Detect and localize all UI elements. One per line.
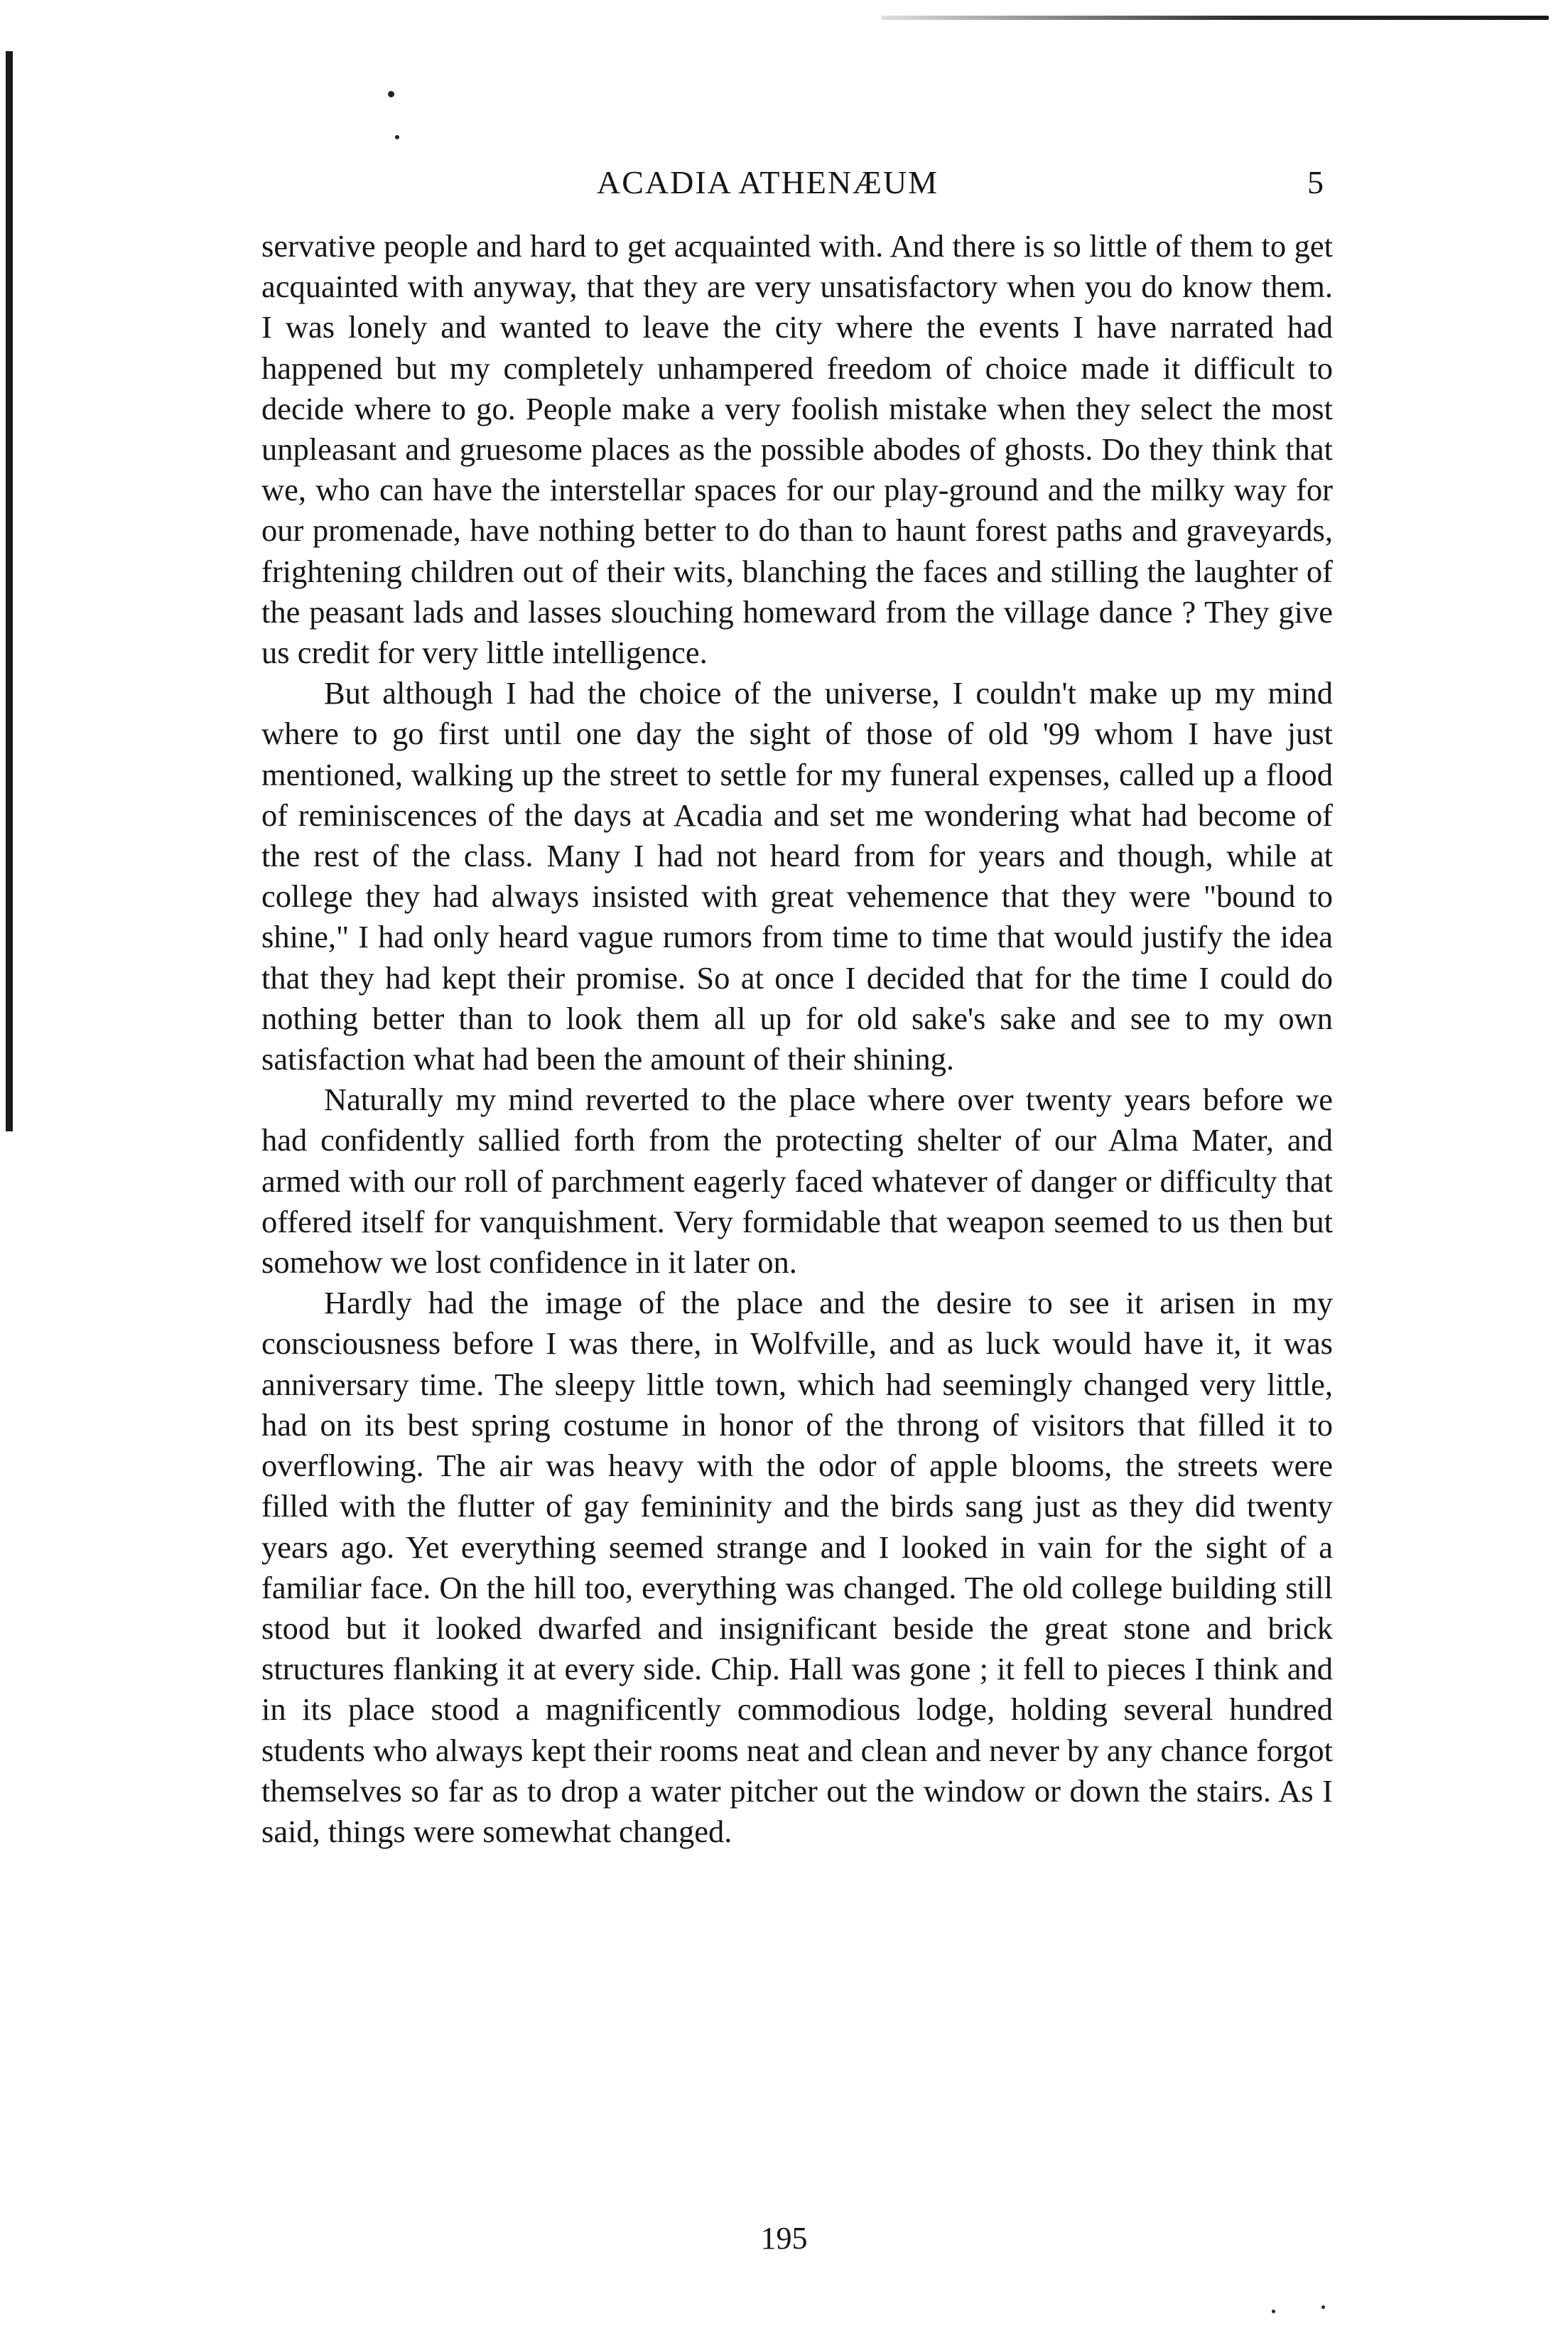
folio: 195 xyxy=(760,2221,808,2256)
scan-speck xyxy=(1272,2310,1275,2313)
paragraph: Hardly had the image of the place and the desire to see it arisen in my consciousness before I was there, in Wolfville, and as luck would have it, it was anniversary time. The sleepy little town, which had seemingly changed very little, had on its best spring costume in honor of the throng of visitors that filled it to overflowing. The air was heavy with the odor of apple blooms, the streets were filled with the flutter of gay femininity and the birds sang just as they did twenty years ago. Yet everything seemed strange and I looked in vain for the sight of a familiar face. On the hill too, everything was changed. The old college building still stood but it looked dwarfed and insignificant beside the great stone and brick structures flanking it at every side. Chip. Hall was gone ; it fell to pieces I think and in its place stood a magnificently commodious lodge, holding several hundred students who always kept their rooms neat and clean and never by any chance forgot themselves so far as to drop a water pitcher out the window or down the stairs. As I said, things were somewhat changed. xyxy=(261,1285,1333,1849)
page-number: 5 xyxy=(1307,164,1324,200)
body-text xyxy=(261,226,1333,1852)
left-page-edge xyxy=(6,51,13,1131)
scan-speck xyxy=(388,91,394,97)
scan-speck xyxy=(395,135,399,139)
paragraph: servative people and hard to get acquainted with. And there is so little of them to get acquainted with anyway, that they are very unsatisfactory when you do know them. I was lonely and wanted to leave the city where the events I have narrated had happened but my completely unhampered freedom of choice made it difficult to decide where to go. People make a very foolish mistake when they select the most unpleasant and gruesome places as the possible abodes of ghosts. Do they think that we, who can have the interstellar spaces for our play-ground and the milky way for our promenade, have nothing better to do than to haunt forest paths and graveyards, frightening children out of their wits, blanching the faces and stilling the laughter of the peasant lads and lasses slouching homeward from the village dance ? They give us credit for very little intelligence. xyxy=(261,228,1333,671)
scan-speck xyxy=(1321,2305,1325,2309)
running-title: ACADIA ATHENÆUM xyxy=(597,164,939,200)
paragraph: But although I had the choice of the universe, I couldn't make up my mind where to go first until one day the sight of those of old '99 whom I have just mentioned, walking up the street to settle for my funeral expenses, called up a flood of reminiscences of the days at Acadia and set me wondering what had become of the rest of the class. Many I had not heard from for years and though, while at college they had always insisted with great vehemence that they were "bound to shine," I had only heard vague rumors from time to time that would justify the idea that they had kept their promise. So at once I decided that for the time I could do nothing better than to look them all up for old sake's sake and see to my own satisfaction what had been the amount of their shining. xyxy=(261,675,1333,1077)
top-scan-rule xyxy=(881,16,1549,20)
paragraph: Naturally my mind reverted to the place where over twenty years before we had confidently sallied forth from the protecting shelter of our Alma Mater, and armed with our roll of parchment eagerly faced whatever of danger or difficulty that offered itself for vanquishment. Very formidable that weapon seemed to us then but somehow we lost confidence in it later on. xyxy=(261,1082,1333,1281)
running-head xyxy=(0,158,1568,208)
